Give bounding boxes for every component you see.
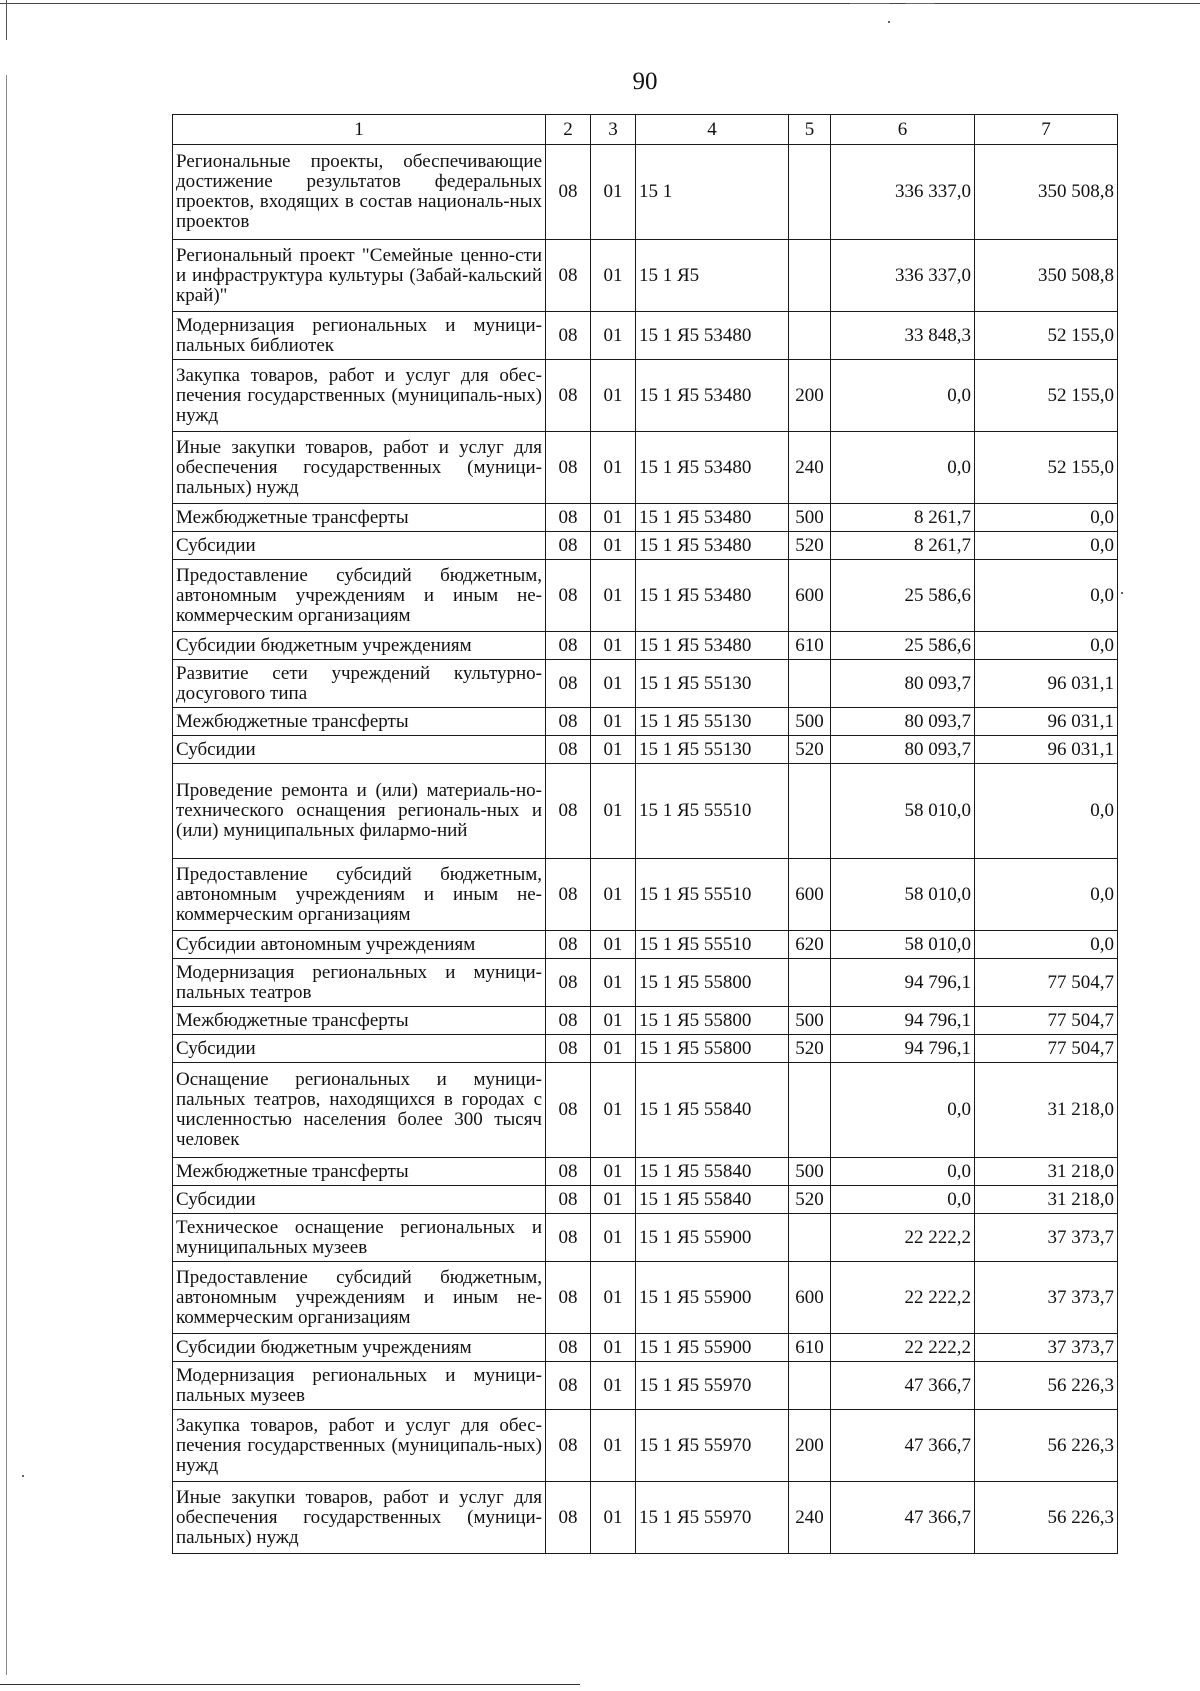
row-subsection: 01: [591, 1186, 636, 1214]
row-section: 08: [546, 736, 591, 764]
scan-edge-bottom: [0, 1684, 580, 1685]
row-amount-col6: 80 093,7: [831, 708, 975, 736]
table-row: [173, 432, 1118, 504]
row-section: 08: [546, 504, 591, 532]
row-subsection: 01: [591, 764, 636, 859]
scan-edge-left-lower: [6, 75, 7, 1675]
row-expense-type: 520: [789, 1035, 831, 1063]
row-expense-type: 200: [789, 1410, 831, 1482]
row-section: 08: [546, 432, 591, 504]
row-name: Техническое оснащение региональных и муниципальных музеев: [173, 1214, 546, 1262]
table-row: [173, 1262, 1118, 1334]
row-subsection: 01: [591, 240, 636, 312]
row-amount-col7: 56 226,3: [975, 1410, 1118, 1482]
scan-edge-left: [6, 0, 7, 40]
row-amount-col7: 0,0: [975, 931, 1118, 959]
row-name: Межбюджетные трансферты: [173, 504, 546, 532]
row-target-code: 15 1 Я5 53480: [636, 432, 789, 504]
row-target-code: 15 1 Я5 53480: [636, 532, 789, 560]
row-amount-col6: 80 093,7: [831, 660, 975, 708]
row-amount-col6: 80 093,7: [831, 736, 975, 764]
row-target-code: 15 1 Я5 55510: [636, 931, 789, 959]
row-target-code: 15 1 Я5 55840: [636, 1063, 789, 1158]
table-row: [173, 931, 1118, 959]
table-row: [173, 312, 1118, 360]
row-amount-col7: 77 504,7: [975, 1035, 1118, 1063]
budget-table: [172, 114, 1118, 1554]
column-header: 5: [789, 115, 831, 145]
row-amount-col6: 94 796,1: [831, 959, 975, 1007]
table-row: [173, 360, 1118, 432]
row-subsection: 01: [591, 736, 636, 764]
table-row: [173, 1158, 1118, 1186]
row-subsection: 01: [591, 632, 636, 660]
table-body: [173, 145, 1118, 1554]
row-section: 08: [546, 1007, 591, 1035]
row-amount-col7: 52 155,0: [975, 312, 1118, 360]
row-target-code: 15 1 Я5 55900: [636, 1214, 789, 1262]
table-row: [173, 1007, 1118, 1035]
row-target-code: 15 1 Я5 55510: [636, 764, 789, 859]
row-section: 08: [546, 708, 591, 736]
row-expense-type: [789, 1063, 831, 1158]
row-amount-col6: 94 796,1: [831, 1007, 975, 1035]
row-target-code: 15 1 Я5 55800: [636, 1035, 789, 1063]
row-name: Закупка товаров, работ и услуг для обес-печения государственных (муниципаль-ных) нужд: [173, 360, 546, 432]
row-amount-col7: 37 373,7: [975, 1214, 1118, 1262]
row-amount-col7: 56 226,3: [975, 1482, 1118, 1554]
row-subsection: 01: [591, 1158, 636, 1186]
column-header: 3: [591, 115, 636, 145]
table-row: [173, 632, 1118, 660]
table-row: [173, 764, 1118, 859]
row-section: 08: [546, 959, 591, 1007]
row-section: 08: [546, 560, 591, 632]
row-section: 08: [546, 1482, 591, 1554]
row-section: 08: [546, 240, 591, 312]
row-subsection: 01: [591, 931, 636, 959]
row-amount-col7: 0,0: [975, 859, 1118, 931]
row-target-code: 15 1 Я5 55840: [636, 1186, 789, 1214]
row-section: 08: [546, 632, 591, 660]
column-header: 7: [975, 115, 1118, 145]
row-subsection: 01: [591, 959, 636, 1007]
row-amount-col7: 52 155,0: [975, 432, 1118, 504]
scan-dot: [888, 21, 890, 23]
row-expense-type: 600: [789, 859, 831, 931]
table-row: [173, 708, 1118, 736]
table-row: [173, 1063, 1118, 1158]
row-section: 08: [546, 931, 591, 959]
table-row: [173, 959, 1118, 1007]
table-row: [173, 145, 1118, 240]
row-amount-col6: 33 848,3: [831, 312, 975, 360]
row-expense-type: 600: [789, 560, 831, 632]
table-row: [173, 859, 1118, 931]
row-subsection: 01: [591, 532, 636, 560]
row-amount-col6: 25 586,6: [831, 560, 975, 632]
column-header: 2: [546, 115, 591, 145]
row-expense-type: 500: [789, 708, 831, 736]
table-row: [173, 660, 1118, 708]
row-expense-type: 600: [789, 1262, 831, 1334]
row-expense-type: [789, 312, 831, 360]
table-row: [173, 1362, 1118, 1410]
row-amount-col7: 96 031,1: [975, 736, 1118, 764]
table-row: [173, 1482, 1118, 1554]
row-expense-type: [789, 240, 831, 312]
row-name: Модернизация региональных и муници-пальных театров: [173, 959, 546, 1007]
row-amount-col6: 47 366,7: [831, 1482, 975, 1554]
row-expense-type: 240: [789, 1482, 831, 1554]
row-amount-col6: 22 222,2: [831, 1334, 975, 1362]
row-amount-col6: 47 366,7: [831, 1362, 975, 1410]
row-target-code: 15 1 Я5 53480: [636, 360, 789, 432]
row-amount-col6: 58 010,0: [831, 859, 975, 931]
row-subsection: 01: [591, 312, 636, 360]
row-name: Субсидии автономным учреждениям: [173, 931, 546, 959]
row-amount-col6: 0,0: [831, 360, 975, 432]
row-name: Модернизация региональных и муници-пальных музеев: [173, 1362, 546, 1410]
row-expense-type: 500: [789, 1007, 831, 1035]
row-section: 08: [546, 1186, 591, 1214]
row-name: Субсидии бюджетным учреждениям: [173, 632, 546, 660]
row-subsection: 01: [591, 1262, 636, 1334]
row-expense-type: [789, 1214, 831, 1262]
row-amount-col6: 0,0: [831, 1186, 975, 1214]
row-amount-col6: 58 010,0: [831, 764, 975, 859]
row-amount-col6: 336 337,0: [831, 145, 975, 240]
row-expense-type: 520: [789, 736, 831, 764]
scan-dash: [850, 3, 890, 4]
row-section: 08: [546, 660, 591, 708]
row-section: 08: [546, 360, 591, 432]
table-row: [173, 1410, 1118, 1482]
row-target-code: 15 1 Я5 55970: [636, 1410, 789, 1482]
row-expense-type: 200: [789, 360, 831, 432]
row-name: Иные закупки товаров, работ и услуг для обеспечения государственных (муници-пальных) нужд: [173, 432, 546, 504]
row-section: 08: [546, 1214, 591, 1262]
table-row: [173, 240, 1118, 312]
row-expense-type: 610: [789, 632, 831, 660]
row-target-code: 15 1 Я5 55900: [636, 1334, 789, 1362]
row-name: Закупка товаров, работ и услуг для обес-печения государственных (муниципаль-ных) нужд: [173, 1410, 546, 1482]
row-amount-col7: 350 508,8: [975, 240, 1118, 312]
row-expense-type: [789, 660, 831, 708]
row-amount-col6: 94 796,1: [831, 1035, 975, 1063]
row-expense-type: [789, 145, 831, 240]
row-amount-col7: 77 504,7: [975, 959, 1118, 1007]
row-amount-col6: 58 010,0: [831, 931, 975, 959]
column-header: 1: [173, 115, 546, 145]
scan-dot: [22, 1475, 24, 1477]
row-target-code: 15 1 Я5 55510: [636, 859, 789, 931]
row-amount-col6: 0,0: [831, 432, 975, 504]
row-expense-type: 520: [789, 1186, 831, 1214]
row-name: Предоставление субсидий бюджетным, автономным учреждениям и иным не-коммерческим организациям: [173, 1262, 546, 1334]
row-target-code: 15 1 Я5 55800: [636, 1007, 789, 1035]
row-name: Региональный проект "Семейные ценно-сти и инфраструктура культуры (Забай-кальский край)": [173, 240, 546, 312]
row-name: Иные закупки товаров, работ и услуг для обеспечения государственных (муници-пальных) нужд: [173, 1482, 546, 1554]
row-amount-col7: 31 218,0: [975, 1158, 1118, 1186]
row-target-code: 15 1 Я5 55800: [636, 959, 789, 1007]
row-expense-type: 500: [789, 504, 831, 532]
table-row: [173, 1035, 1118, 1063]
row-subsection: 01: [591, 1362, 636, 1410]
row-target-code: 15 1 Я5: [636, 240, 789, 312]
row-subsection: 01: [591, 1410, 636, 1482]
row-section: 08: [546, 859, 591, 931]
row-amount-col7: 0,0: [975, 632, 1118, 660]
row-section: 08: [546, 1063, 591, 1158]
row-expense-type: [789, 959, 831, 1007]
table-header-row: [173, 115, 1118, 145]
row-amount-col7: 77 504,7: [975, 1007, 1118, 1035]
row-target-code: 15 1 Я5 55970: [636, 1482, 789, 1554]
row-target-code: 15 1 Я5 53480: [636, 560, 789, 632]
row-name: Субсидии: [173, 736, 546, 764]
row-amount-col7: 0,0: [975, 560, 1118, 632]
row-amount-col7: 31 218,0: [975, 1063, 1118, 1158]
scan-dash: [905, 3, 935, 4]
row-section: 08: [546, 1158, 591, 1186]
row-section: 08: [546, 312, 591, 360]
row-section: 08: [546, 1262, 591, 1334]
column-header: 6: [831, 115, 975, 145]
row-subsection: 01: [591, 360, 636, 432]
table-row: [173, 560, 1118, 632]
table-row: [173, 1334, 1118, 1362]
row-name: Субсидии: [173, 1035, 546, 1063]
row-amount-col6: 47 366,7: [831, 1410, 975, 1482]
row-subsection: 01: [591, 1063, 636, 1158]
page-number: 90: [632, 68, 658, 95]
row-target-code: 15 1 Я5 53480: [636, 312, 789, 360]
row-subsection: 01: [591, 1482, 636, 1554]
table-row: [173, 532, 1118, 560]
column-header: 4: [636, 115, 789, 145]
row-amount-col7: 96 031,1: [975, 708, 1118, 736]
row-section: 08: [546, 1410, 591, 1482]
row-section: 08: [546, 1362, 591, 1410]
row-subsection: 01: [591, 560, 636, 632]
row-subsection: 01: [591, 504, 636, 532]
row-subsection: 01: [591, 1035, 636, 1063]
row-subsection: 01: [591, 1334, 636, 1362]
scan-edge-top: [0, 3, 1200, 4]
row-amount-col7: 0,0: [975, 532, 1118, 560]
table-row: [173, 1214, 1118, 1262]
row-target-code: 15 1 Я5 55970: [636, 1362, 789, 1410]
row-expense-type: 610: [789, 1334, 831, 1362]
row-name: Оснащение региональных и муници-пальных театров, находящихся в городах с численностью населения более 300 тысяч человек: [173, 1063, 546, 1158]
row-name: Проведение ремонта и (или) материаль-но-технического оснащения региональ-ных и (или) муниципальных филармо-ний: [173, 764, 546, 859]
row-name: Предоставление субсидий бюджетным, автономным учреждениям и иным не-коммерческим организациям: [173, 560, 546, 632]
row-amount-col6: 22 222,2: [831, 1214, 975, 1262]
row-subsection: 01: [591, 859, 636, 931]
row-name: Региональные проекты, обеспечивающие достижение результатов федеральных проектов, входящих в состав националь-ных проектов: [173, 145, 546, 240]
row-amount-col6: 0,0: [831, 1063, 975, 1158]
row-expense-type: [789, 1362, 831, 1410]
row-amount-col7: 96 031,1: [975, 660, 1118, 708]
row-expense-type: 620: [789, 931, 831, 959]
row-target-code: 15 1 Я5 55130: [636, 736, 789, 764]
row-target-code: 15 1: [636, 145, 789, 240]
table-row: [173, 736, 1118, 764]
row-subsection: 01: [591, 1214, 636, 1262]
row-expense-type: 520: [789, 532, 831, 560]
row-amount-col6: 8 261,7: [831, 532, 975, 560]
row-name: Модернизация региональных и муници-пальных библиотек: [173, 312, 546, 360]
row-subsection: 01: [591, 1007, 636, 1035]
row-subsection: 01: [591, 660, 636, 708]
row-section: 08: [546, 1334, 591, 1362]
row-name: Субсидии бюджетным учреждениям: [173, 1334, 546, 1362]
row-target-code: 15 1 Я5 55900: [636, 1262, 789, 1334]
row-expense-type: 500: [789, 1158, 831, 1186]
row-target-code: 15 1 Я5 55130: [636, 660, 789, 708]
row-expense-type: [789, 764, 831, 859]
row-target-code: 15 1 Я5 55130: [636, 708, 789, 736]
row-amount-col7: 52 155,0: [975, 360, 1118, 432]
row-section: 08: [546, 764, 591, 859]
row-subsection: 01: [591, 708, 636, 736]
row-name: Предоставление субсидий бюджетным, автономным учреждениям и иным не-коммерческим организациям: [173, 859, 546, 931]
row-target-code: 15 1 Я5 55840: [636, 1158, 789, 1186]
row-target-code: 15 1 Я5 53480: [636, 632, 789, 660]
row-amount-col6: 22 222,2: [831, 1262, 975, 1334]
row-subsection: 01: [591, 432, 636, 504]
row-name: Межбюджетные трансферты: [173, 708, 546, 736]
row-amount-col6: 336 337,0: [831, 240, 975, 312]
row-amount-col7: 350 508,8: [975, 145, 1118, 240]
row-amount-col7: 37 373,7: [975, 1334, 1118, 1362]
row-amount-col7: 0,0: [975, 764, 1118, 859]
table-row: [173, 1186, 1118, 1214]
row-amount-col7: 56 226,3: [975, 1362, 1118, 1410]
row-target-code: 15 1 Я5 53480: [636, 504, 789, 532]
row-name: Развитие сети учреждений культурно-досугового типа: [173, 660, 546, 708]
row-expense-type: 240: [789, 432, 831, 504]
row-amount-col7: 0,0: [975, 504, 1118, 532]
row-subsection: 01: [591, 145, 636, 240]
row-amount-col6: 25 586,6: [831, 632, 975, 660]
row-amount-col7: 31 218,0: [975, 1186, 1118, 1214]
scan-dot: [1121, 592, 1123, 594]
row-amount-col7: 37 373,7: [975, 1262, 1118, 1334]
row-amount-col6: 8 261,7: [831, 504, 975, 532]
row-section: 08: [546, 1035, 591, 1063]
row-section: 08: [546, 532, 591, 560]
row-name: Субсидии: [173, 532, 546, 560]
row-amount-col6: 0,0: [831, 1158, 975, 1186]
table-row: [173, 504, 1118, 532]
row-section: 08: [546, 145, 591, 240]
row-name: Субсидии: [173, 1186, 546, 1214]
row-name: Межбюджетные трансферты: [173, 1158, 546, 1186]
row-name: Межбюджетные трансферты: [173, 1007, 546, 1035]
